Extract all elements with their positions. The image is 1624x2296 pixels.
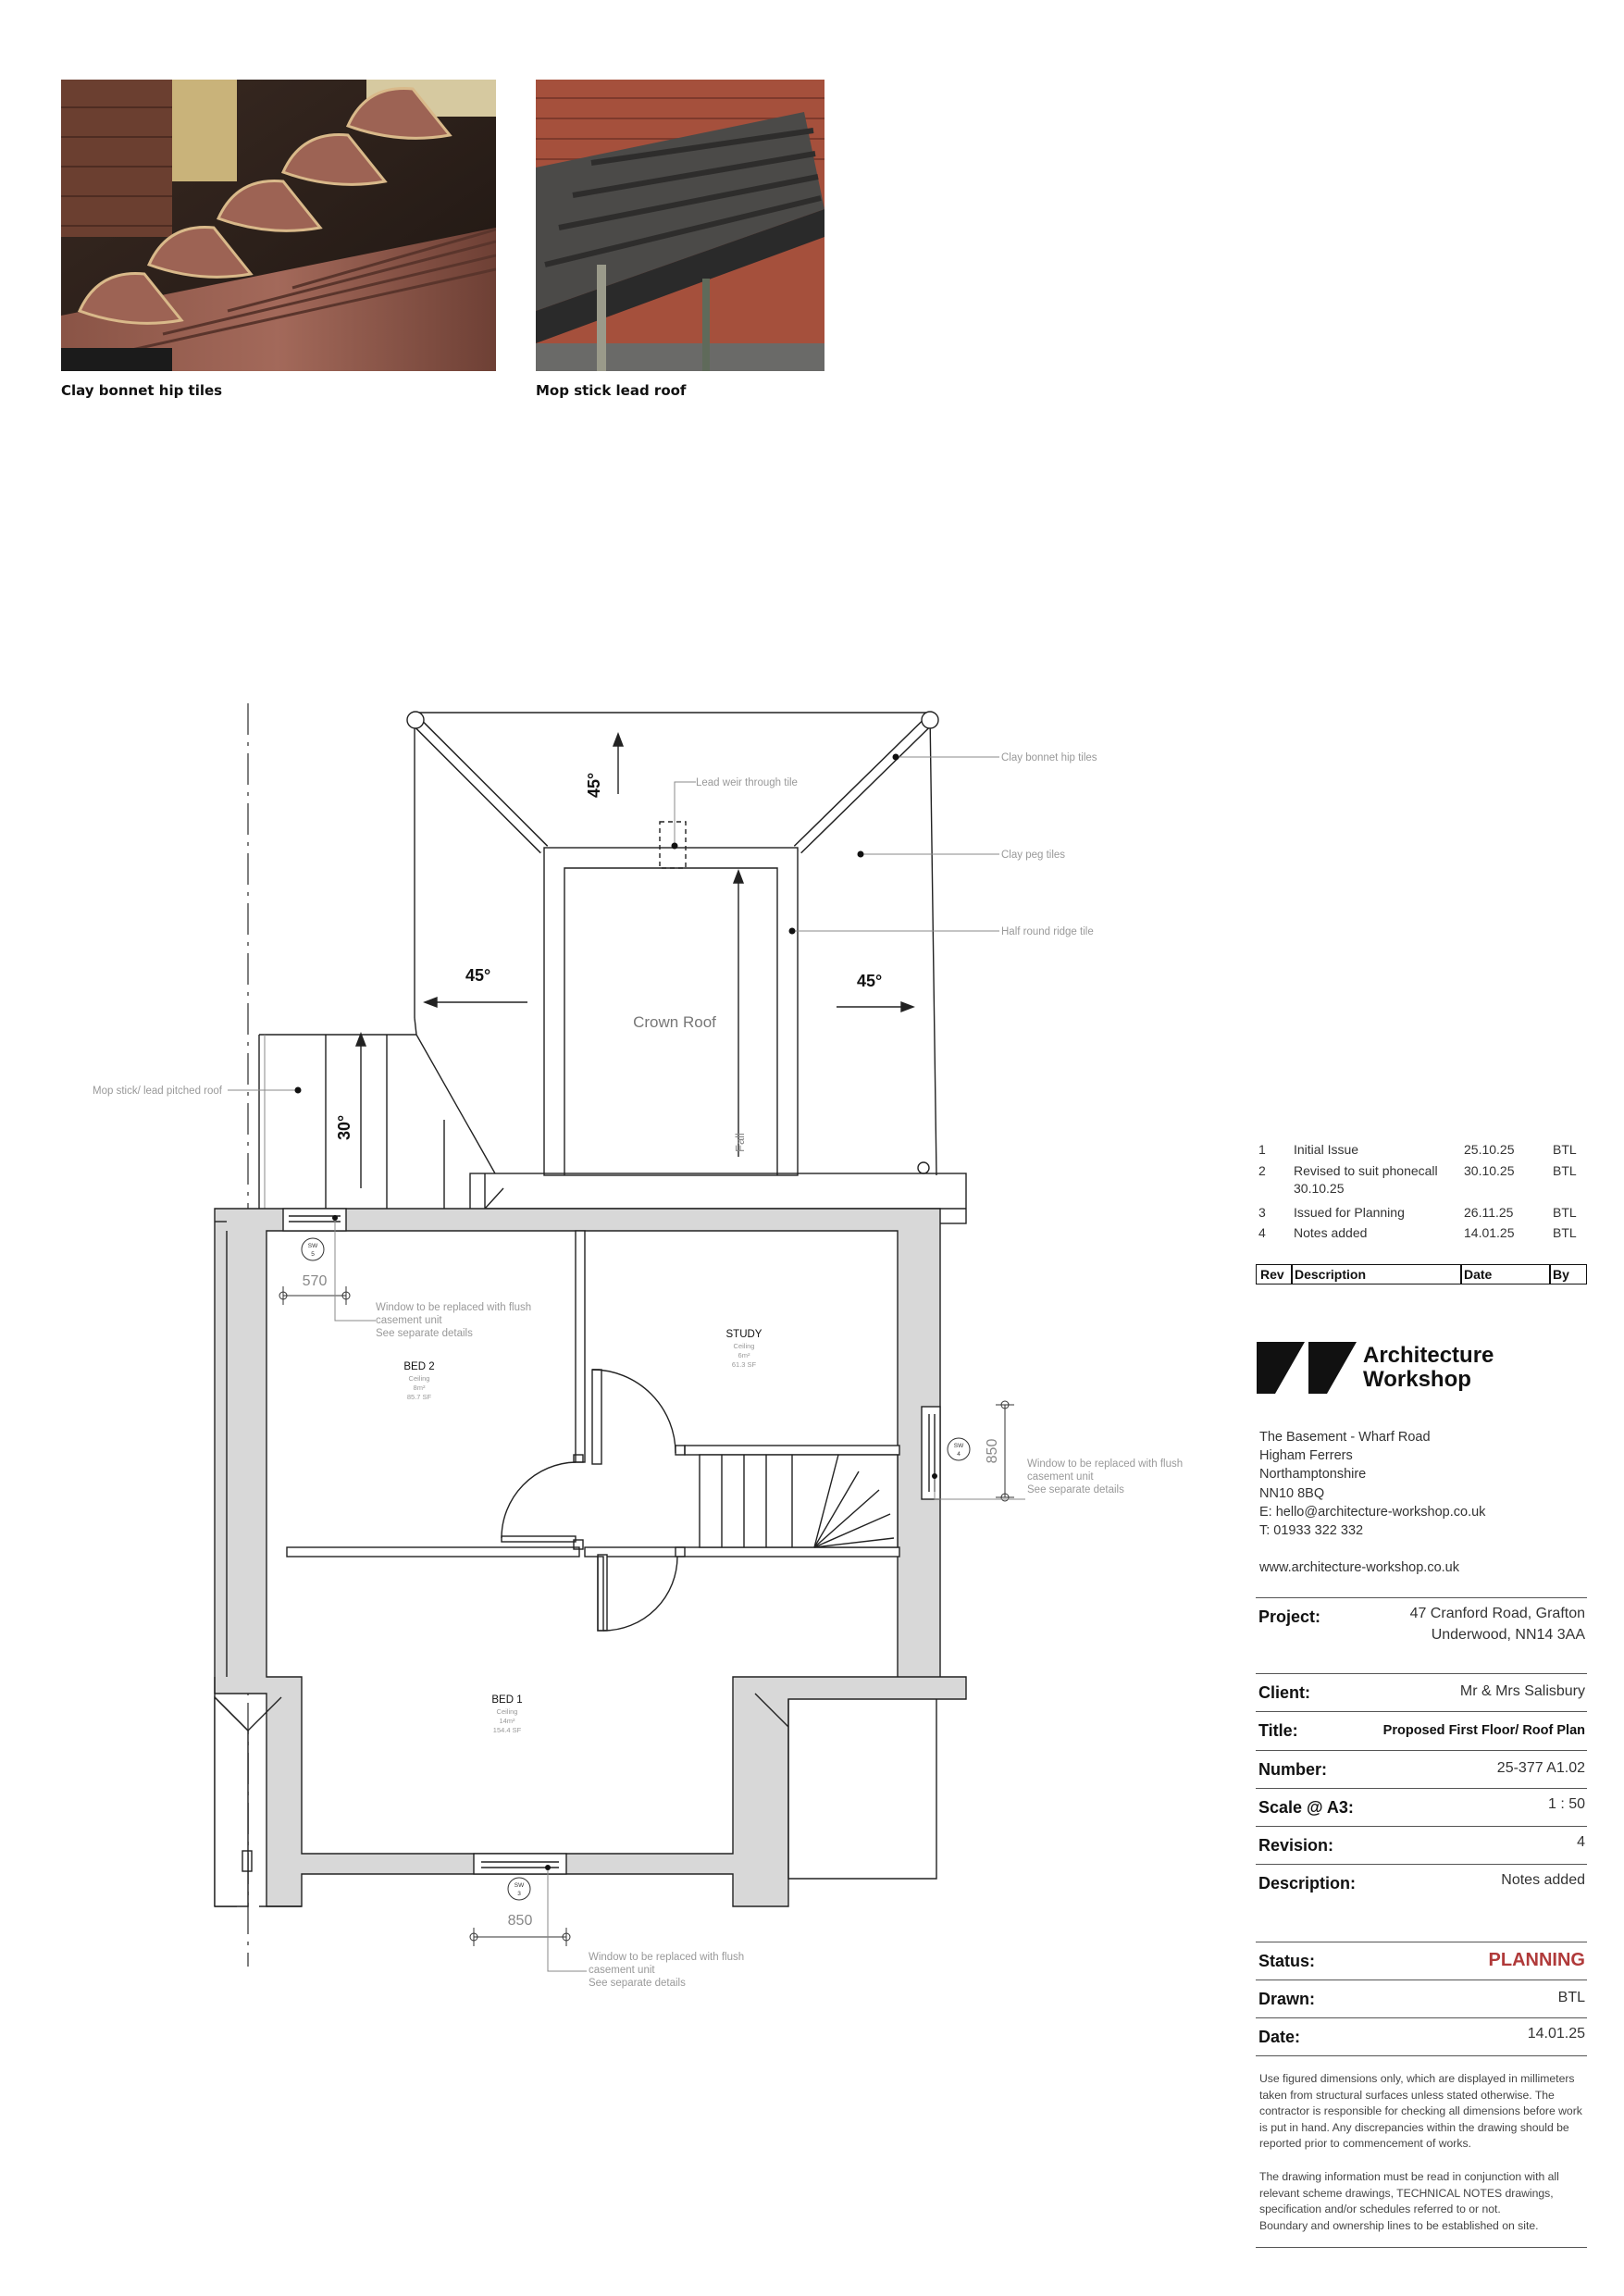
client-value: Mr & Mrs Salisbury: [1459, 1683, 1585, 1699]
revision-number: 1: [1258, 1142, 1266, 1157]
telephone: T: 01933 322 332: [1259, 1523, 1364, 1539]
date-label: Date:: [1258, 2028, 1301, 2046]
room-ceiling: Ceiling: [408, 1374, 430, 1383]
room-name: BED 2: [403, 1361, 435, 1372]
note-line: contractor is responsible for checking all dimensions before work: [1259, 2104, 1582, 2118]
company-address: [1259, 1428, 1485, 1540]
notes-divider: [1256, 2247, 1587, 2249]
first-floor-roof-plan: [0, 685, 1240, 2017]
pitch-right-label: 45°: [857, 972, 883, 990]
annotation-hip-tiles: Clay bonnet hip tiles: [1001, 752, 1097, 763]
address-line: The Basement - Wharf Road: [1259, 1430, 1431, 1445]
project-address-line2: Underwood, NN14 3AA: [1431, 1627, 1585, 1643]
pitch-lead-label: 30°: [335, 1114, 353, 1140]
note-line: relevant scheme drawings, TECHNICAL NOTES drawings,: [1259, 2186, 1554, 2200]
status-label: Status:: [1258, 1952, 1316, 1970]
note-line: is put in hand. Any discrepancies within the drawing should be: [1259, 2120, 1569, 2134]
window-note: See separate details: [376, 1328, 473, 1339]
date-field: [1256, 2017, 1587, 2055]
room-area-sf: 61.3 SF: [731, 1360, 757, 1369]
window-note: casement unit: [589, 1965, 655, 1976]
annotation-mop-stick: Mop stick/ lead pitched roof: [93, 1086, 222, 1097]
note-line: specification and/or schedules referred to or not.: [1259, 2203, 1501, 2216]
project-label: Project:: [1258, 1607, 1321, 1626]
internal-wall: [685, 1446, 899, 1455]
number-field: [1256, 1750, 1587, 1788]
revision-description: Issued for Planning: [1294, 1205, 1405, 1220]
revision-label: Revision:: [1258, 1836, 1334, 1855]
pitch-top-label: 45°: [585, 772, 603, 798]
door-swing: [603, 1557, 677, 1631]
revision-description-cont: 30.10.25: [1294, 1181, 1345, 1196]
header-by: By: [1553, 1267, 1569, 1282]
company-name-line2: Workshop: [1363, 1367, 1471, 1392]
status-field: [1256, 1942, 1587, 1980]
internal-wall: [287, 1547, 579, 1557]
annotation-peg-tiles: Clay peg tiles: [1001, 850, 1066, 861]
header-date: Date: [1464, 1267, 1493, 1282]
revision-number: 2: [1258, 1163, 1266, 1178]
annotation-lead-weir: Lead weir through tile: [696, 777, 798, 788]
photo-mop-stick-lead-roof: [536, 80, 824, 371]
window-note: Window to be replaced with flush: [376, 1302, 532, 1313]
external-walls: [215, 1209, 966, 1906]
number-label: Number:: [1258, 1760, 1328, 1779]
room-area: 8m²: [413, 1384, 426, 1392]
revision-value: 4: [1577, 1834, 1585, 1850]
address-line: NN10 8BQ: [1259, 1485, 1325, 1501]
revision-date: 14.01.25: [1464, 1225, 1515, 1240]
address-line: Higham Ferrers: [1259, 1448, 1353, 1464]
photo-caption: Mop stick lead roof: [536, 382, 687, 399]
revision-field: [1256, 1826, 1587, 1864]
window-note: See separate details: [1027, 1484, 1124, 1496]
annotation-ridge-tile: Half round ridge tile: [1001, 926, 1094, 937]
window-tag: SW: [514, 1882, 525, 1889]
internal-wall: [576, 1231, 585, 1462]
note-line: Boundary and ownership lines to be established on site.: [1259, 2218, 1539, 2232]
window-tag-number: 5: [311, 1251, 315, 1258]
revision-number: 4: [1258, 1225, 1266, 1240]
crown-roof-flat: [544, 848, 798, 1175]
drawn-field: [1256, 1980, 1587, 2017]
revision-by: BTL: [1553, 1142, 1577, 1157]
revision-by: BTL: [1553, 1205, 1577, 1220]
pitch-left-label: 45°: [465, 966, 491, 985]
scale-label: Scale @ A3:: [1258, 1798, 1354, 1817]
status-value: PLANNING: [1488, 1950, 1585, 1970]
internal-wall: [598, 1555, 607, 1631]
room-name: BED 1: [491, 1694, 523, 1706]
general-notes: [1259, 2071, 1588, 2153]
door-swing: [502, 1462, 576, 1538]
header-description: Description: [1295, 1267, 1367, 1282]
revision-table-header: [1256, 1264, 1587, 1285]
room-name: STUDY: [725, 1329, 762, 1340]
window-tag-number: 3: [517, 1891, 521, 1897]
description-field: [1256, 1864, 1587, 1902]
company-name-line1: Architecture: [1363, 1343, 1494, 1368]
project-address-line1: 47 Cranford Road, Grafton: [1409, 1606, 1585, 1621]
revision-description: Initial Issue: [1294, 1142, 1359, 1157]
revision-description: Notes added: [1294, 1225, 1368, 1240]
header-rev: Rev: [1260, 1267, 1284, 1282]
photo-caption: Clay bonnet hip tiles: [61, 382, 223, 399]
window-note: casement unit: [1027, 1471, 1094, 1483]
revision-description: Revised to suit phonecall: [1294, 1163, 1438, 1178]
drawn-value: BTL: [1557, 1990, 1585, 2005]
note-line: Use figured dimensions only, which are displayed in millimeters: [1259, 2072, 1575, 2085]
dimension-label: 850: [985, 1438, 1000, 1464]
window-tag-number: 4: [957, 1451, 961, 1458]
photo-clay-bonnet-hip-tiles: [61, 80, 496, 371]
description-value: Notes added: [1501, 1872, 1585, 1888]
room-area: 14m²: [499, 1717, 515, 1725]
window-sw3: [474, 1854, 566, 1874]
bay-window: [215, 1697, 248, 1906]
address-line: Northamptonshire: [1259, 1467, 1367, 1483]
window-tag: SW: [307, 1243, 318, 1249]
number-value: 25-377 A1.02: [1496, 1760, 1585, 1776]
title-value: Proposed First Floor/ Roof Plan: [1382, 1723, 1585, 1738]
staircase: [700, 1455, 898, 1547]
revision-date: 30.10.25: [1464, 1163, 1515, 1178]
room-ceiling: Ceiling: [496, 1707, 518, 1716]
revision-by: BTL: [1553, 1163, 1577, 1178]
room-area: 6m²: [738, 1351, 750, 1359]
revision-date: 25.10.25: [1464, 1142, 1515, 1157]
general-notes-2: [1259, 2169, 1588, 2234]
architecture-workshop-logo: [1257, 1342, 1358, 1394]
title-label: Title:: [1258, 1721, 1298, 1740]
window-note: casement unit: [376, 1315, 442, 1326]
window-tag: SW: [953, 1443, 964, 1449]
note-line: taken from structural surfaces unless stated otherwise. The: [1259, 2088, 1555, 2102]
scale-value: 1 : 50: [1547, 1796, 1585, 1812]
company-name: [1363, 1344, 1494, 1392]
dimension-label: 570: [302, 1273, 328, 1289]
dimension-label: 850: [507, 1913, 533, 1929]
window-note: Window to be replaced with flush: [589, 1952, 745, 1963]
title-block-divider: [1256, 2055, 1587, 2057]
room-area-sf: 154.4 SF: [492, 1726, 522, 1734]
website: www.architecture-workshop.co.uk: [1259, 1560, 1459, 1575]
note-line: reported prior to commencement of works.: [1259, 2137, 1471, 2151]
title-field: [1256, 1711, 1587, 1749]
client-field: [1256, 1673, 1587, 1711]
revision-by: BTL: [1553, 1225, 1577, 1240]
description-label: Description:: [1258, 1874, 1357, 1893]
client-label: Client:: [1258, 1683, 1310, 1702]
window-sw4: [922, 1407, 940, 1499]
note-line: The drawing information must be read in conjunction with all: [1259, 2170, 1559, 2183]
drawn-label: Drawn:: [1258, 1990, 1316, 2008]
internal-wall: [592, 1370, 601, 1464]
room-ceiling: Ceiling: [733, 1342, 755, 1350]
window-note: See separate details: [589, 1978, 686, 1989]
scale-field: [1256, 1788, 1587, 1826]
revision-number: 3: [1258, 1205, 1266, 1220]
date-value: 14.01.25: [1527, 2026, 1585, 2042]
room-area-sf: 85.7 SF: [406, 1393, 432, 1401]
crown-roof-label: Crown Roof: [633, 1013, 716, 1031]
project-field: [1256, 1597, 1587, 1650]
internal-wall: [585, 1547, 899, 1557]
fall-label: Fall: [733, 1133, 747, 1152]
revision-date: 26.11.25: [1464, 1205, 1514, 1220]
email: E: hello@architecture-workshop.co.uk: [1259, 1504, 1486, 1520]
door-swing: [592, 1370, 676, 1453]
window-note: Window to be replaced with flush: [1027, 1458, 1184, 1470]
